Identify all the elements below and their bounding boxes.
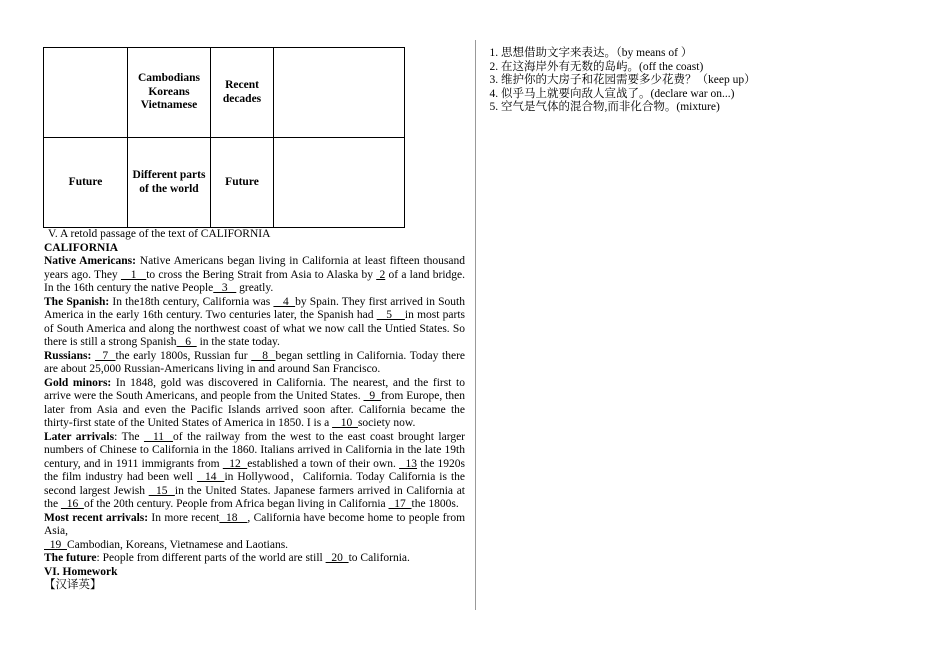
blank-1: 1 bbox=[120, 268, 147, 281]
paragraph-future: The future: People from different parts of the world are still 20 to California. bbox=[44, 552, 410, 564]
blank-18: 18 bbox=[219, 511, 248, 524]
paragraph-russians: Russians: 7 the early 1800s, Russian fur 8 began settling in California. Today there are about 25,000 Russian-Americans living in and around San Francisco. bbox=[44, 349, 466, 375]
table-cell bbox=[274, 138, 405, 228]
blank-8: 8 bbox=[251, 349, 276, 362]
table-cell bbox=[274, 48, 405, 138]
table-row bbox=[44, 48, 405, 138]
section-title: VI. Homework bbox=[44, 565, 118, 578]
blank-3: 3 bbox=[213, 282, 237, 294]
blank-16: 16 bbox=[60, 498, 84, 510]
passage-column bbox=[44, 228, 465, 593]
blank-9: 9 bbox=[363, 390, 381, 402]
paragraph-label: The Spanish: bbox=[44, 295, 110, 308]
summary-table bbox=[43, 47, 405, 228]
blank-2: 2 bbox=[376, 268, 386, 281]
blank-10: 10 bbox=[332, 417, 358, 429]
blank-5: 5 bbox=[376, 309, 405, 321]
blank-14: 14 bbox=[196, 471, 225, 483]
list-item: 2. 在这海岸外有无数的岛屿。(off the coast) bbox=[501, 61, 925, 75]
column-divider bbox=[475, 40, 476, 610]
blank-20: 20 bbox=[325, 552, 349, 564]
blank-13: 13 bbox=[399, 457, 418, 470]
paragraph-recent-arrivals: Most recent arrivals: In more recent 18 , California have become home to people from Asia, bbox=[44, 511, 466, 537]
table-cell bbox=[44, 48, 128, 138]
table-cell: Future bbox=[211, 138, 274, 228]
table-cell: Cambodians Koreans Vietnamese bbox=[128, 48, 211, 138]
paragraph-spanish: The Spanish: In the18th century, California was 4 by Spain. They first arrived in South America in the early 16th century. Two centuries later, the Spanish had 5 in most parts of South America and along the northwest coast of what we now call the Untied States. So there is still a strong Spanish 6 in the state today. bbox=[44, 295, 465, 348]
blank-17: 17 bbox=[388, 498, 412, 510]
translation-column bbox=[485, 47, 925, 115]
paragraph-recent-arrivals-cont: 19 Cambodian, Koreans, Vietnamese and Laotians. bbox=[44, 538, 289, 551]
blank-15: 15 bbox=[148, 484, 175, 497]
blank-11: 11 bbox=[143, 430, 174, 443]
translation-list bbox=[485, 47, 925, 115]
paragraph-label: Native Americans: bbox=[44, 255, 136, 267]
list-item: 1. 思想借助文字来表达。（by means of ） bbox=[501, 47, 925, 61]
passage-heading: CALIFORNIA bbox=[44, 241, 119, 254]
paragraph-label: Most recent arrivals: bbox=[44, 511, 149, 524]
paragraph-label: Later arrivals bbox=[44, 430, 115, 443]
table-cell: Future bbox=[44, 138, 128, 228]
blank-7: 7 bbox=[95, 349, 116, 362]
section-title: V. A retold passage of the text of CALIFORNIA bbox=[48, 228, 271, 240]
paragraph-later-arrivals: Later arrivals: The 11 of the railway from the west to the east coast brought larger numbers of Chinese to California in the 1860. Italians arrived in California in the late 19th century, and in 1911 immigrants from 12 established a town of their own. 13 the 1920s the film industry had been well 14 in Hollywood，California. Today California is the second largest Jewish 15 in the United States. Japanese farmers arrived in California at the 16 of the 20th century. People from Africa began living in California 17 the 1800s. bbox=[44, 430, 466, 510]
blank-6: 6 bbox=[176, 336, 197, 348]
list-item: 5. 空气是气体的混合物,而非化合物。(mixture) bbox=[501, 101, 925, 115]
list-item: 4. 似乎马上就要向敌人宣战了。(declare war on...) bbox=[501, 88, 925, 102]
paragraph-label: Gold minors: bbox=[44, 376, 112, 389]
table-cell: Recent decades bbox=[211, 48, 274, 138]
paragraph-label: The future bbox=[44, 552, 97, 564]
blank-19: 19 bbox=[44, 538, 67, 551]
table-cell: Different parts of the world bbox=[128, 138, 211, 228]
paragraph-label: Russians: bbox=[44, 349, 92, 362]
list-item: 3. 维护你的大房子和花园需要多少花费？（keep up） bbox=[501, 74, 925, 88]
blank-4: 4 bbox=[273, 295, 296, 308]
paragraph-native-americans: Native Americans: Native Americans began living in California at least fifteen thousand years ago. They 1 to cross the Bering Strait from Asia to Alaska by 2 of a land bridge. In the 16th century the native People 3 greatly. bbox=[44, 255, 465, 294]
table-row bbox=[44, 138, 405, 228]
section-subtitle: 【汉译英】 bbox=[44, 579, 102, 591]
paragraph-gold-minors: Gold minors: In 1848, gold was discovered in California. The nearest, and the first to arrive were the South Americans, and people from the United States. 9 from Europe, then later from Asia and even the Pacific Islands arrived soon after. California became the thirty-first state of the United States of America in 1850. I is a 10 society now. bbox=[44, 376, 465, 429]
blank-12: 12 bbox=[222, 457, 248, 470]
